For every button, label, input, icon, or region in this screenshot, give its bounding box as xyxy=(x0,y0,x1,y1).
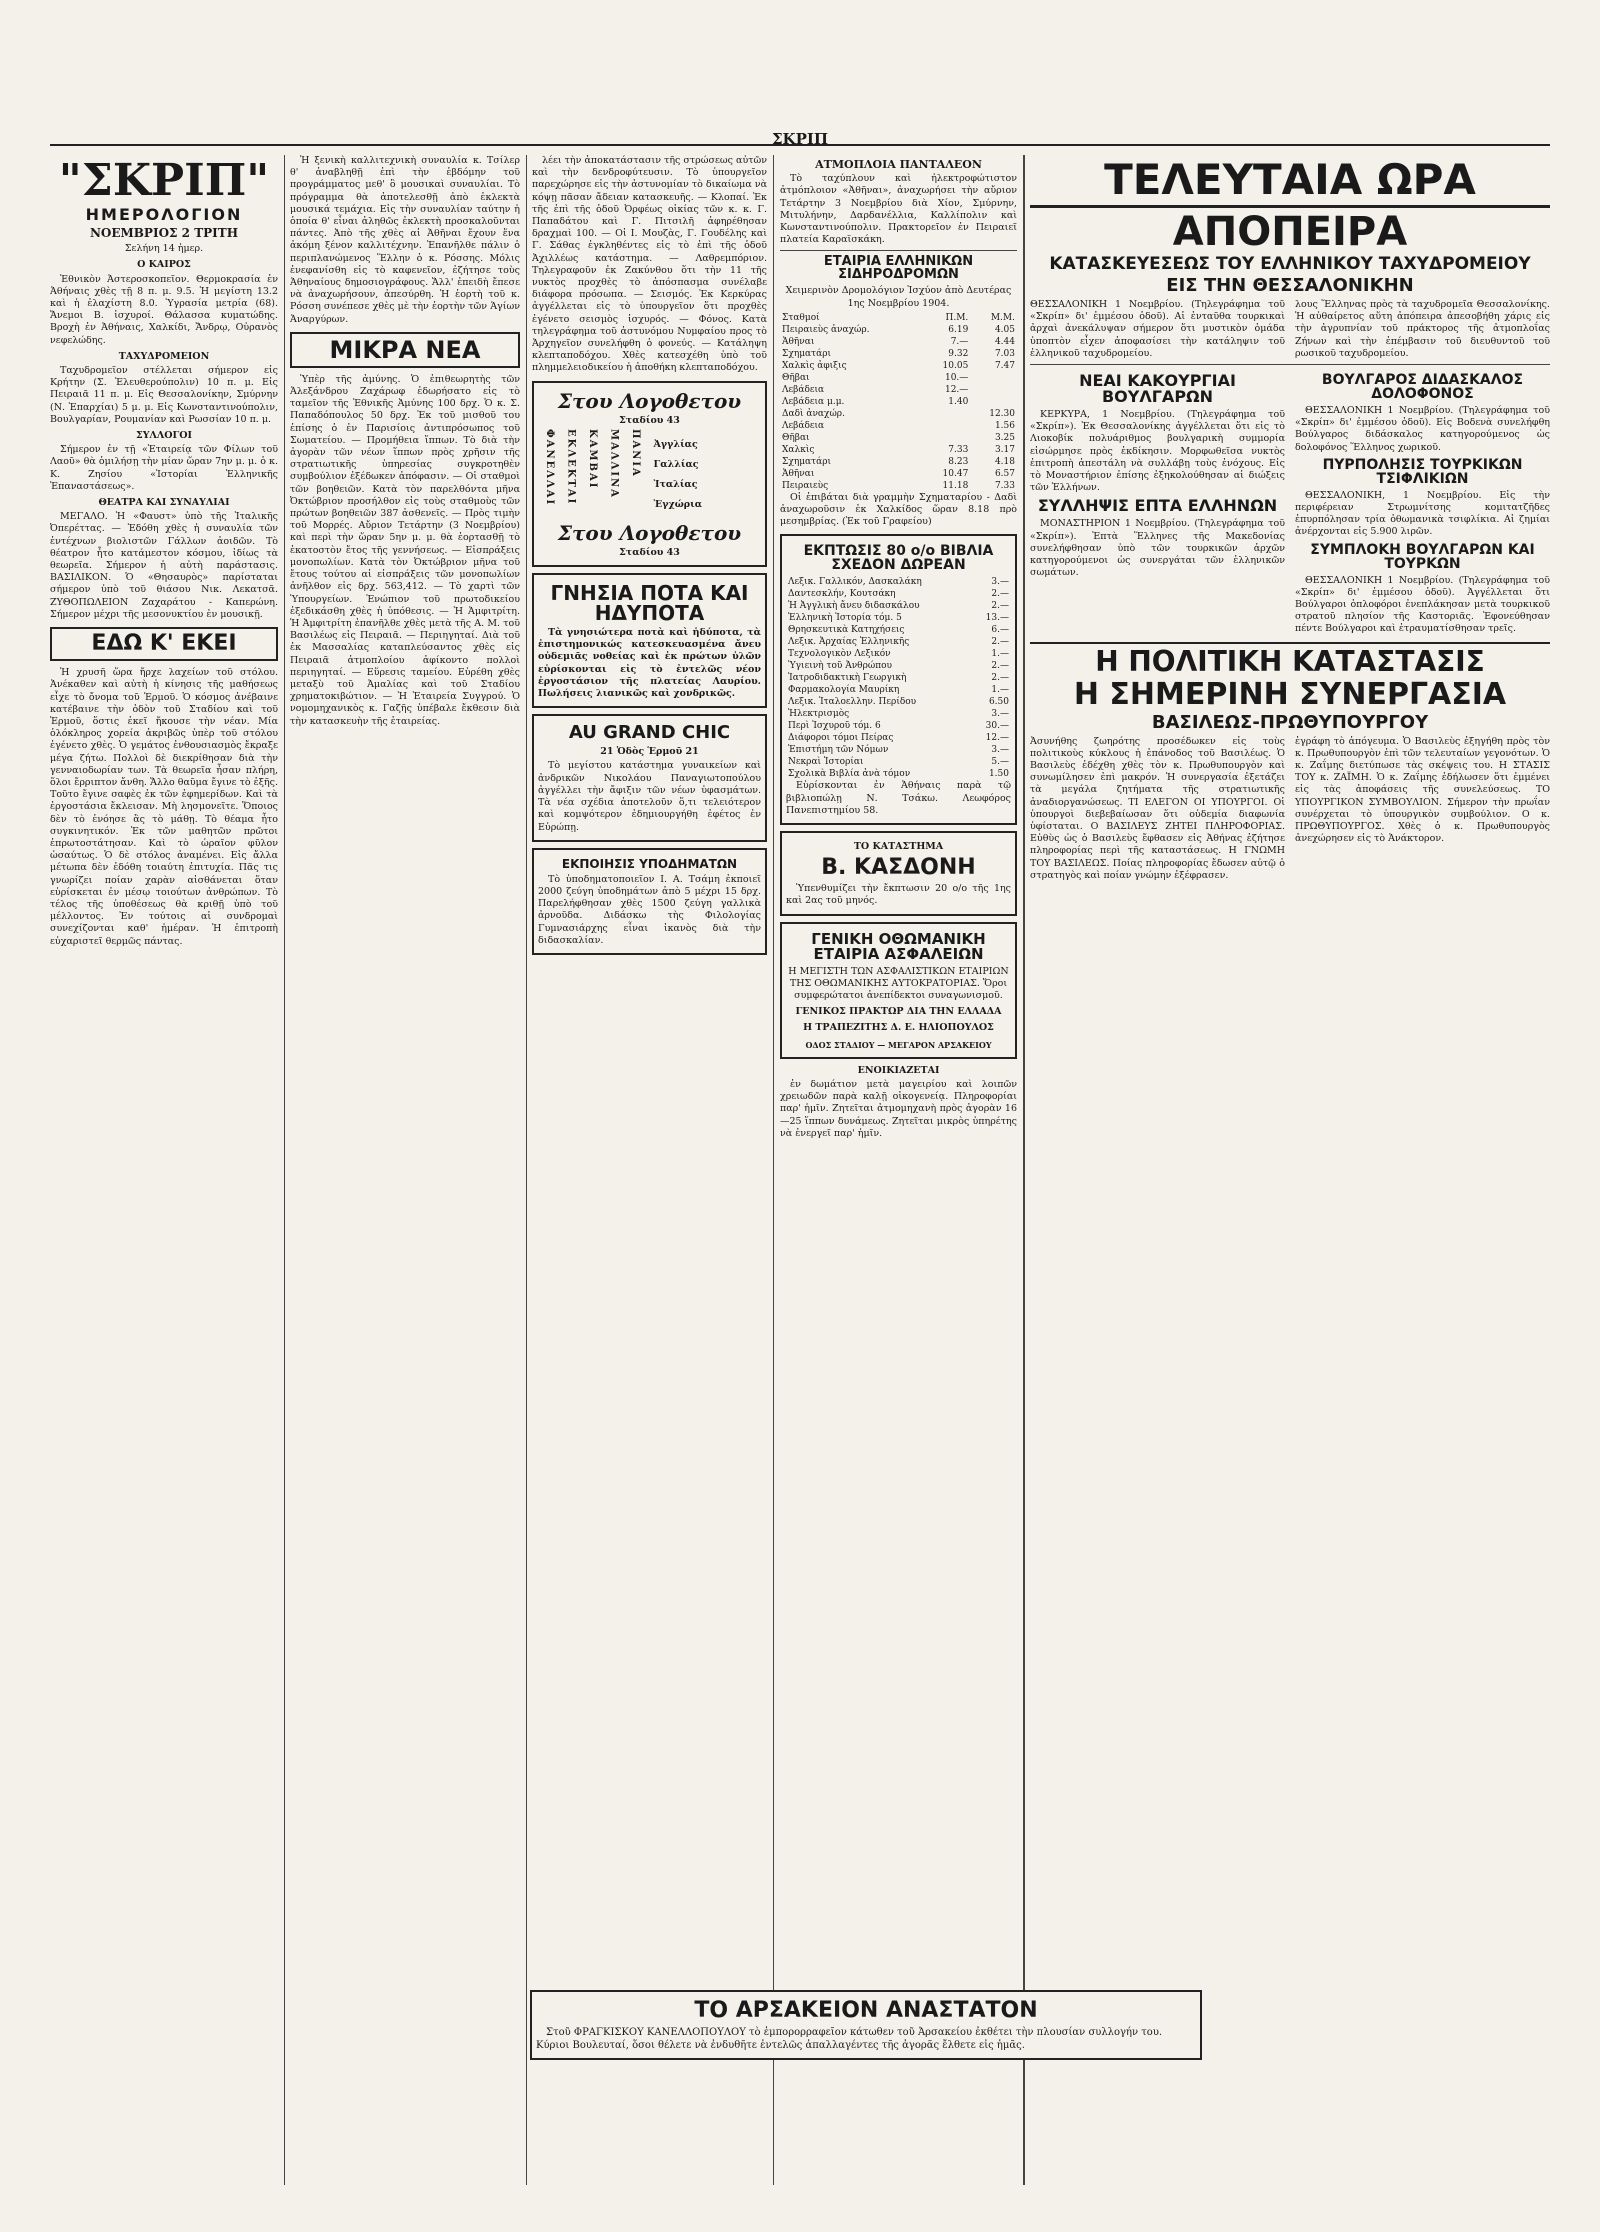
insurance-ad xyxy=(780,922,1017,1059)
rail-cell: Λεβάδεια μ.μ. xyxy=(782,396,845,407)
rail-cell: 1.56 xyxy=(994,420,1015,431)
ad-origin: Γαλλίας xyxy=(653,458,699,470)
book-row xyxy=(786,732,1011,744)
rail-timetable xyxy=(780,312,1017,492)
rail-row xyxy=(780,384,1017,396)
rail-cell: 12.30 xyxy=(989,408,1015,419)
rail-cell: Θῆβαι xyxy=(782,432,810,443)
ekpoiisis-ad xyxy=(532,848,767,955)
book-cell: Φαρμακολογία Μαυρίκη xyxy=(788,685,900,696)
mikra-nea-text: Ὑπὲρ τῆς ἀμύνης. Ὁ ἐπιθεωρητὴς τῶν Ἀλεξάνδρου Ζαχάρωφ ἐδωρήσατο εἰς τὸ ταμεῖον τῆς Ἐθνικῆς Ἀμύνης 100 δρχ. Ὁ κ. Σ. Παπαδόπουλος 50 δρχ. Ἐκ τοῦ μισθοῦ του ἐπίσης ὁ ἐν Παρισίοις ἀντιπρόσωπος τοῦ Σωματείου. — Προμήθεια ἵππων. Τὸ διὰ τὴν ἀγορὰν τῶν νέων ἵππων πρὸς χρῆσιν τῆς στρατιωτικῆς ὑπηρεσίας συγκροτηθὲν συμβούλιον ἐξέδωκεν ἀπόφασιν. — Οἱ σταθμοὶ τῶν βοηθειῶν. Κατὰ τὸν παρελθόντα μῆνα Ὀκτώβριον προσήλθον εἰς τοὺς σταθμοὺς τῶν πρώτων βοηθειῶν 387 ἀσθενεῖς. — Πρὸς τιμὴν τοῦ Μορρές. Αὔριον Τετάρτην (3 Νοεμβρίου) καὶ περὶ τὴν ὥραν 5ην μ. μ. θὰ ἐορτασθῇ τὸ ἑκατοστὸν ἔτος τῆς γεννήσεως. — Εἰσπράξεις μονοπωλίων. Κατὰ τὸν Ὀκτώβριον μῆνα τοῦ ἔτους τούτου αἱ εἰσπράξεις τῶν μονοπωλίων ἀνῆλθον εἰς δρχ. 563,412. — Τὸ χαρτὶ τῶν Ὑπουργείων. Ἐνώπιον τοῦ πρωτοδικείου ἐξεδικάσθη χθὲς ἡ ὑπόθεσις. — Ἡ Ἀμφιτρίτη. Ἡ Ἀμφιτρίτη ἐπανῆλθε χθὲς μετὰ τῆς Α. Μ. τοῦ Βασιλέως εἰς Πειραιᾶ. — Περιηγηταί. Διὰ τοῦ ἐκ Μασσαλίας καταπλεύσαντος χθὲς εἰς Πειραιᾶ ἀτμοπλοίου ἀφίκοντο πολλοὶ περιηγηταί. — Εὕρεσις ταμείου. Εὑρέθη χθὲς μεταξὺ τοῦ Ἀμαλίας καὶ τοῦ Σταδίου χρηματοκιβώτιον. — Ἡ Ἑταιρεία Συγγρού. Ὁ νομομηχανικὸς κ. Γαζῆς ὑπέβαλε ἔκθεσιν διὰ τὴν κατασκευὴν τῆς ἑταιρείας. xyxy=(290,373,520,727)
book-cell: Ἠλεκτρισμὸς xyxy=(788,709,850,720)
rail-cell: 3.17 xyxy=(994,444,1015,455)
apopeira-heading: ΑΠΟΠΕΙΡΑ xyxy=(1172,209,1408,255)
rail-note: Οἱ ἐπιβάται διὰ γραμμὴν Σχηματαρίου - Δαδὶ ἀναχωροῦσιν ἐκ Χαλκίδος ὥραν 8.18 πρὸ μεσημβρίας. (Ἐκ τοῦ Γραφείου) xyxy=(780,491,1017,528)
book-cell: Διάφοροι τόμοι Πείρας xyxy=(788,733,894,744)
arsakeion-heading: ΤΟ ΑΡΣΑΚΕΙΟΝ ΑΝΑΣΤΑΤΟΝ xyxy=(694,1998,1038,2023)
book-cell: 1.— xyxy=(991,685,1009,696)
kasdoni-heading: ΤΟ ΚΑΤΑΣΤΗΜΑ xyxy=(853,841,944,853)
symploki-text: ΘΕΣΣΑΛΟΝΙΚΗ 1 Νοεμβρίου. (Τηλεγράφημα τοῦ «Σκρίπ» δι' ἐμμέσου ὁδοῦ). Ἀγγέλλεται ὅτι Βούλγαροι ὁπλοφόροι ἐνεπλάκησαν μετὰ τουρκικοῦ στρατοῦ πλησίον τῆς Καστοριᾶς. Ἐφονεύθησαν πέντε Βούλγαροι καὶ ἐτραυματίσθησαν τρεῖς. xyxy=(1295,574,1550,635)
calendar-subtitle: ΗΜΕΡΟΛΟΓΙΟΝ xyxy=(85,205,243,224)
book-cell: Ἐπιστήμη τῶν Νόμων xyxy=(788,745,889,756)
book-cell: Ἑλληνικὴ Ἱστορία τόμ. 5 xyxy=(788,613,902,624)
column-rule xyxy=(773,155,774,2185)
book-cell: Περὶ Ἰσχυροῦ τόμ. 6 xyxy=(788,721,881,732)
rail-subheading: Χειμερινὸν Δρομολόγιον Ἰσχύον ἀπὸ Δευτέρας 1ης Νοεμβρίου 1904. xyxy=(785,285,1012,309)
newspaper-page xyxy=(50,130,1550,2200)
rail-row xyxy=(780,444,1017,456)
book-cell: 2.— xyxy=(991,589,1009,600)
apopeira-subheading: ΚΑΤΑΣΚΕΥΕΣΕΩΣ ΤΟΥ ΕΛΛΗΝΙΚΟΥ ΤΑΧΥΔΡΟΜΕΙΟΥ xyxy=(1049,254,1531,274)
calendar-date: ΝΟΕΜΒΡΙΟΣ 2 ΤΡΙΤΗ xyxy=(89,226,239,240)
book-cell: Ὑγιεινὴ τοῦ Ἀνθρώπου xyxy=(788,661,893,672)
rail-row xyxy=(780,432,1017,444)
kasdoni-ad xyxy=(780,831,1017,916)
insurance-heading: ΓΕΝΙΚΗ ΟΘΩΜΑΝΙΚΗ ΕΤΑΙΡΙΑ ΑΣΦΑΛΕΙΩΝ xyxy=(811,929,986,963)
book-cell: 6.50 xyxy=(988,697,1009,708)
rail-row xyxy=(780,468,1017,480)
ad-vertical-word: ΦΑΝΕΛΛΑΙ xyxy=(543,428,555,507)
politics-subheading: Η ΣΗΜΕΡΙΝΗ ΣΥΝΕΡΓΑΣΙΑ xyxy=(1073,676,1507,712)
rail-cell: Σχηματάρι xyxy=(782,456,832,467)
book-cell: Λεξικ. Ἰταλοελλην. Περίδου xyxy=(788,697,917,708)
rail-row xyxy=(780,336,1017,348)
rail-cell: 7.— xyxy=(950,336,969,347)
rail-cell: Θῆβαι xyxy=(782,372,810,383)
insurance-text: Η ΜΕΓΙΣΤΗ ΤΩΝ ΑΣΦΑΛΙΣΤΙΚΩΝ ΕΤΑΙΡΙΩΝ ΤΗΣ ΟΘΩΜΑΝΙΚΗΣ ΑΥΤΟΚΡΑΤΟΡΙΑΣ. Ὅροι συμφερώτατοι ἀνεπίδεκτοι συναγωνισμοῦ. xyxy=(788,965,1009,1002)
logothetou-name-repeat: Στου Λογοθετου xyxy=(557,520,742,545)
logothetou-address: Σταδίου 43 xyxy=(619,414,680,426)
moon-phase: Σελήνη 14 ἡμερ. xyxy=(124,243,204,255)
rent-heading: ΕΝΟΙΚΙΑΖΕΤΑΙ xyxy=(857,1064,940,1076)
column-rule xyxy=(526,155,527,2185)
atmoploia-heading: ΑΤΜΟΠΛΟΙΑ ΠΑΝΤΑΛΕΟΝ xyxy=(815,158,982,171)
rail-cell: 7.03 xyxy=(994,348,1015,359)
gnisia-heading: ΓΝΗΣΙΑ ΠΟΤΑ ΚΑΙ ΗΔΥΠΟΤΑ xyxy=(550,581,749,626)
symploki-heading: ΣΥΜΠΛΟΚΗ ΒΟΥΛΓΑΡΩΝ ΚΑΙ ΤΟΥΡΚΩΝ xyxy=(1310,541,1535,572)
apopeira-text-left: ΘΕΣΣΑΛΟΝΙΚΗ 1 Νοεμβρίου. (Τηλεγράφημα τοῦ «Σκρίπ» δι' ἐμμέσου ὁδοῦ). Αἱ ἐνταῦθα τουρκικαὶ ἀρχαὶ ἀνεκάλυψαν σήμερον ὅτι μυστικὸν ὁμάδα ὑποπτὸν εἶχεν ἀποφασίσει τὴν κατάληψιν τοῦ ἐλληνικοῦ ταχυδρομείου. xyxy=(1030,299,1285,359)
arsakeion-text: Στοῦ ΦΡΑΓΚΙΣΚΟΥ ΚΑΝΕΛΛΟΠΟΥΛΟΥ τὸ ἐμπορορραφεῖον κάτωθεν τοῦ Ἀρσακείου ἐκθέτει τὴν πλουσίαν συλλογήν του. Κύριοι Βουλευταί, ὅσοι θέλετε νὰ ἐνδυθῆτε ἐντελῶς ἀπαλλαγέντες τῆς ἀγορᾶς ἔλθετε εἰς ἡμᾶς. xyxy=(536,2027,1163,2051)
ekpoiisis-heading: ΕΚΠΟΙΗΣΙΣ ΥΠΟΔΗΜΑΤΩΝ xyxy=(561,856,738,871)
rail-cell: 4.05 xyxy=(994,324,1015,335)
rail-row xyxy=(780,420,1017,432)
book-row xyxy=(786,624,1011,636)
rail-cell: 1.40 xyxy=(948,396,969,407)
politics-text-right: ἐγράφη τὸ ἀπόγευμα. Ὁ Βασιλεὺς ἐξηγήθη πρὸς τὸν κ. Πρωθυπουργὸν ἐπὶ τῶν τελευταίων γεγονότων. Ὁ κ. Ζαΐμης διετύπωσε τὰς σκέψεις του. Η ΣΤΑΣΙΣ ΤΟΥ κ. ΖΑΪΜΗ. Ὁ κ. Ζαΐμης ἐδήλωσεν ὅτι ἐμμένει εἰς τὰς ἀποφάσεις τῆς συνελεύσεως. ΤΟ ΥΠΟΥΡΓΙΚΟΝ ΣΥΜΒΟΥΛΙΟΝ. Σήμερον τὴν πρωΐαν συνέρχεται τὸ ὑπουργικὸν συμβούλιον. Ο κ. ΠΡΩΘΥΠΟΥΡΓΟΣ. Χθὲς ὁ κ. Πρωθυπουργὸς ἀνεχώρησεν εἰς τὸ Ἀνάκτορον. xyxy=(1295,735,1550,845)
rail-cell: 8.23 xyxy=(948,456,969,467)
books-note: Εὑρίσκονται ἐν Ἀθήναις παρὰ τῷ βιβλιοπώλῃ Ν. Τσάκω. Λεωφόρος Πανεπιστημίου 58. xyxy=(786,780,1011,816)
rail-cell: 9.32 xyxy=(948,348,969,359)
book-cell: Λεξικ. Ἀρχαίας Ἑλληνικῆς xyxy=(788,637,910,648)
book-row xyxy=(786,756,1011,768)
grand-chic-text: Τὸ μεγίστου κατάστημα γυναικείων καὶ ἀνδρικῶν Νικολάου Παναγιωτοπούλου ἀγγέλλει τὴν ἄφιξιν τῶν νέων ὑφασμάτων. Τὰ νέα σχέδια ἀποτελοῦν ὅ,τι τελειότερον καὶ κομψότερον ἐδημιουργήθη ἐφέτος ἐν Εὐρώπῃ. xyxy=(538,760,761,833)
book-row xyxy=(786,636,1011,648)
ekpoiisis-text: Τὸ ὑποδηματοποιεῖον Ι. Α. Τσάμη ἐκποιεῖ 2000 ζεύγη ὑποδημάτων ἀπὸ 5 μέχρι 15 δρχ. Παρελήφθησαν χθὲς 1500 ζεύγη γαλλικὰ ἀρνοῦδα. Διδάσκω τὴς Φιλολογίας Γυμνασιάρχης εἶναι ἱκανὸς διὰ τὴν διδασκαλίαν. xyxy=(538,873,761,946)
pyrpolisis-text: ΘΕΣΣΑΛΟΝΙΚΗ, 1 Νοεμβρίου. Εἰς τὴν περιφέρειαν Στρωμνίτσης κομιτατζῆδες ἐπυρπόλησαν τρία ὀθωμανικὰ τσιφλίκια. Αἱ ζημίαι ἀνέρχονται εἰς 5.900 λιρῶν. xyxy=(1295,489,1550,538)
politics-text-left: Ἀσυνήθης ζωηρότης προσέδωκεν εἰς τοὺς πολιτικοὺς κύκλους ἡ ἐπάνοδος τοῦ Βασιλέως. Ὁ Βασιλεὺς ἐδέχθη χθὲς τὸν κ. Πρωθυπουργὸν καὶ συνωμίλησεν ἐπὶ μακρόν. Ἡ συνεργασία ἐξετάζει τὰ μεγάλα ζητήματα τῆς στρατιωτικῆς ἀναδιοργανώσεως. ΤΙ ΕΛΕΓΟΝ ΟΙ ΥΠΟΥΡΓΟΙ. Οἱ ὑπουργοὶ διεβεβαίωσαν ὅτι οὐδεμία διαφωνία ὑφίσταται. Ο ΒΑΣΙΛΕΥΣ ΖΗΤΕΙ ΠΛΗΡΟΦΟΡΙΑΣ. Εὐθὺς ὡς ὁ Βασιλεὺς ἔφθασεν εἰς Ἀθήνας ἐζήτησε πληροφορίας περὶ τῆς καταστάσεως. Η ΓΝΩΜΗ ΤΟΥ ΒΑΣΙΛΕΩΣ. Ποίας πληροφορίας ἔδωσεν αὐτῷ ὁ στρατηγὸς καὶ ποίαν γνώμην ἐξέφρασεν. xyxy=(1030,735,1285,881)
book-cell: Νεκραὶ Ἱστορίαι xyxy=(788,757,864,768)
rent-text: ἐν δωμάτιον μετὰ μαγειρίου καὶ λοιπῶν χρειωδῶν παρὰ καλῇ οἰκογενείᾳ. Πληροφορίαι παρ' ἡμῖν. Ζητεῖται ἀτμομηχανὴ πρὸς ἀγορὰν 16—25 ἵππων δυνάμεως. Ζητεῖται μικρὸς ὑπηρέτης νὰ ἐνεργεῖ παρ' ἡμῖν. xyxy=(780,1079,1017,1139)
rail-cell: 10.05 xyxy=(942,360,969,371)
theatre-heading: ΘΕΑΤΡΑ ΚΑΙ ΣΥΝΑΥΛΙΑΙ xyxy=(98,497,230,509)
weather-text: Ἐθνικὸν Ἀστεροσκοπεῖον. Θερμοκρασία ἐν Ἀθήναις χθὲς τῇ 8 π. μ. 9.5. Ἡ μεγίστη 13.2 καὶ ἡ ἐλαχίστη 8.0. Ὑγρασία μετρία (68). Ἄνεμοι Β. ἰσχυροί. Θάλασσα κυματώδης. Βροχὴ ἐν Ἀθήναις, Χαλκίδι, Ἄνδρῳ, Οὐρανὸς νεφελώδης. xyxy=(50,273,278,346)
rail-cell: Ἀθῆναι xyxy=(782,336,815,347)
edo-kekei-heading: ΕΔΩ Κ' ΕΚΕΙ xyxy=(50,627,278,661)
book-cell: 3.— xyxy=(991,709,1009,720)
kasdoni-name: Β. ΚΑΣΔΟΝΗ xyxy=(821,855,976,881)
rail-cell xyxy=(924,432,971,444)
column-2 xyxy=(290,155,520,2190)
column-rule xyxy=(1023,155,1025,2185)
ad-origin: Ἰταλίας xyxy=(653,478,698,490)
neoi-heading: ΝΕΑΙ ΚΑΚΟΥΡΓΙΑΙ ΒΟΥΛΓΑΡΩΝ xyxy=(1079,371,1236,407)
rail-heading: ΕΤΑΙΡΙΑ ΕΛΛΗΝΙΚΩΝ ΣΙΔΗΡΟΔΡΟΜΩΝ xyxy=(823,254,974,283)
rail-row xyxy=(780,456,1017,468)
book-row xyxy=(786,672,1011,684)
rail-cell: 4.44 xyxy=(994,336,1015,347)
book-row xyxy=(786,720,1011,732)
post-heading: ΤΑΧΥΔΡΟΜΕΙΟΝ xyxy=(118,350,210,362)
apopeira-location: ΕΙΣ ΤΗΝ ΘΕΣΣΑΛΟΝΙΚΗΝ xyxy=(1166,275,1414,296)
atmoploia-text: Τὸ ταχύπλουν καὶ ἠλεκτροφώτιστον ἀτμόπλοιον «Ἀθῆναι», ἀναχωρήσει τὴν αὔριον Τετάρτην 3 Νοεμβρίου διὰ Χίον, Σμύρνην, Μιτυλήνην, Δαρδανέλλια, Καλλίπολιν καὶ Κωνσταντινούπολιν. Πρακτορεῖον ἐν Πειραιεῖ πλατεία Καραϊσκάκη. xyxy=(780,173,1017,246)
book-row xyxy=(786,768,1011,780)
ad-origin: Ἐγχώρια xyxy=(653,498,703,510)
grand-chic-ad xyxy=(532,714,767,841)
logothetou-ad xyxy=(532,381,767,567)
rail-cell: Χαλκὶς xyxy=(782,444,815,455)
book-cell: Τεχνολογικὸν Λεξικόν xyxy=(788,649,891,660)
syllipsis-heading: ΣΥΛΛΗΨΙΣ ΕΠΤΑ ΕΛΛΗΝΩΝ xyxy=(1037,496,1278,516)
rail-cell xyxy=(924,420,971,432)
ad-vertical-word: ΕΚΛΕΚΤΑΙ xyxy=(565,428,577,506)
news-text: λέει τὴν ἀποκατάστασιν τῆς στρώσεως αὐτῶν καὶ τὴν δενδροφύτευσιν. Τὸ ὑπουργεῖον παρεχώρησε εἰς τὴν ἀστυνομίαν τὸ δικαίωμα νὰ κόψῃ πᾶσαν ἄδειαν κατασκευῆς. — Κλοπαί. Ἐκ τῆς ἐπὶ τῆς ὁδοῦ Ὀρφέως οἰκίας τῶν κ. κ. Γ. Παπαδάτου καὶ Γ. Πιτσιλῆ ἀφηρέθησαν δραχμαὶ 100. — Οἱ Ι. Μουζὰς, Γ. Γουδέλης καὶ Γ. Σάθας ἐγκληθέντες εἰς τὸ ἐπὶ τῆς ὁδοῦ Ἀχιλλέως κατάστημα. — Λαθρεμπόριον. Τηλεγραφοῦν ἐκ Ζακύνθου ὅτι τὴν 11 τῆς νυκτὸς προχθὲς τὸ ἀπόσπασμα συνέλαβε διάφορα πρόσωπα. — Σεισμός. Ἐκ Κερκύρας ἀγγέλλεται εἰς τὸ ὑπουργεῖον ὅτι προχθὲς ἐγένετο σεισμὸς ἰσχυρός. — Φόνος. Κατὰ τηλεγράφημα τοῦ ἀστυνόμου Νυμφαίου προς τὸ Ἀρχηγεῖον συνελήφθη ὁ φονεύς. — Κατάληψη κλεπταποδόχου. Χθὲς κατεσχέθη ὑπὸ τοῦ πλημμελειοδικείου ἡ ἀποθήκη κλεπταποδόχου. xyxy=(532,155,767,374)
politics-subheading-2: ΒΑΣΙΛΕΩΣ-ΠΡΩΘΥΠΟΥΡΓΟΥ xyxy=(1151,711,1429,733)
arsakeion-ad xyxy=(530,1990,1202,2060)
rail-cell: Σχηματάρι xyxy=(782,348,832,359)
rail-cell: 4.18 xyxy=(994,456,1015,467)
book-row xyxy=(786,648,1011,660)
column-3 xyxy=(532,155,767,2190)
book-row xyxy=(786,684,1011,696)
book-row xyxy=(786,612,1011,624)
book-row xyxy=(786,744,1011,756)
rail-cell xyxy=(970,384,1017,396)
rail-cell: 10.— xyxy=(944,372,969,383)
insurance-address: ΟΔΟΣ ΣΤΑΔΙΟΥ — ΜΕΓΑΡΟΝ ΑΡΣΑΚΕΙΟΥ xyxy=(805,1039,992,1050)
book-row xyxy=(786,696,1011,708)
insurance-bank: Η ΤΡΑΠΕΖΙΤΗΣ Δ. Ε. ΗΛΙΟΠΟΥΛΟΣ xyxy=(803,1022,994,1034)
voulgaros-heading: ΒΟΥΛΓΑΡΟΣ ΔΙΔΑΣΚΑΛΟΣ ΔΟΛΟΦΟΝΟΣ xyxy=(1321,372,1524,403)
column-1 xyxy=(50,155,278,2190)
ad-vertical-word: ΠΑΝΙΑ xyxy=(629,428,641,478)
logothetou-name: Στου Λογοθετου xyxy=(557,388,742,413)
rail-row xyxy=(780,360,1017,372)
book-row xyxy=(786,660,1011,672)
book-row xyxy=(786,600,1011,612)
rail-cell: Ἀθῆναι xyxy=(782,468,815,479)
insurance-agent: ΓΕΝΙΚΟΣ ΠΡΑΚΤΩΡ ΔΙΑ ΤΗΝ ΕΛΛΑΔΑ xyxy=(795,1006,1002,1018)
column-4 xyxy=(780,155,1017,2190)
neoi-text: ΚΕΡΚΥΡΑ, 1 Νοεμβρίου. (Τηλεγράφημα τοῦ «Σκρίπ»). Ἐκ Θεσσαλονίκης ἀγγέλλεται ὅτι εἰς τὸ Λιοκοβίκ πολυάριθμος βουλγαρικὴ συμμορία εἰσώρμησε πρὸς ἐκδίκησιν. Μορφωθεῖσα νυκτὸς ἐπιτροπὴ ἀπεστάλη νὰ συλλάβῃ τοὺς ἐνόχους. Εἰς τὸ Μοναστήριον ἐπίσης ἐξηκολούθησαν αἱ διώξεις τῶν Ἑλλήνων. xyxy=(1030,409,1285,494)
books-ad xyxy=(780,534,1017,825)
calendar-title: "ΣΚΡΙΠ" xyxy=(58,155,270,206)
masthead: ΣΚΡΙΠ xyxy=(50,130,1550,146)
book-cell: 13.— xyxy=(985,613,1009,624)
book-cell: Ἡ Ἀγγλικὴ ἄνευ διδασκάλου xyxy=(788,601,920,612)
books-list xyxy=(786,576,1011,780)
book-cell: 1.— xyxy=(991,649,1009,660)
ad-origin: Ἀγγλίας xyxy=(653,438,698,450)
book-cell: 2.— xyxy=(991,601,1009,612)
rail-cell: 7.33 xyxy=(994,480,1015,491)
book-row xyxy=(786,708,1011,720)
gnisia-text: Τὰ γνησιώτερα ποτὰ καὶ ἡδύποτα, τὰ ἐπιστημονικώς κατεσκευασμένα ἄνευ οὐδεμιᾶς νοθείας καὶ ἐκ πρώτων ὑλῶν εὑρίσκονται εἰς τὸ ἐντελῶς νέον ἐργοστάσιον τῆς πλατείας Λαυρίου. Πωλήσεις λιανικῶς καὶ χονδρικῶς. xyxy=(538,627,761,700)
rail-row xyxy=(780,348,1017,360)
voulgaros-text: ΘΕΣΣΑΛΟΝΙΚΗ 1 Νοεμβρίου. (Τηλεγράφημα τοῦ «Σκρίπ» δι' ἐμμέσου ὁδοῦ). Εἰς Βοδενὰ συνελήφθη Βούλγαρος διδάσκαλος κατηγορούμενος ὡς δολοφόνος Ἕλληνος χωρικοῦ. xyxy=(1295,405,1550,453)
rail-cell: 7.33 xyxy=(948,444,969,455)
book-cell: 3.— xyxy=(991,577,1009,588)
rail-col-header: Σταθμοί xyxy=(782,312,820,323)
logothetou-address-repeat: Σταδίου 43 xyxy=(619,546,680,558)
rail-col-header: Π.Μ. xyxy=(945,312,969,323)
rail-cell: 12.— xyxy=(944,384,969,395)
rail-cell: Δαδὶ ἀναχώρ. xyxy=(782,408,845,419)
book-cell: 12.— xyxy=(985,733,1009,744)
rail-row xyxy=(780,396,1017,408)
rail-cell: 3.25 xyxy=(994,432,1015,443)
rail-cell: 7.47 xyxy=(994,360,1015,371)
ad-vertical-word: ΚΑΜΒΑΙ xyxy=(586,428,598,490)
book-cell: 3.— xyxy=(991,745,1009,756)
rail-col-header: Μ.Μ. xyxy=(990,312,1015,323)
rail-cell: 6.19 xyxy=(948,324,969,335)
weather-heading: Ο ΚΑΙΡΟΣ xyxy=(137,259,191,271)
book-cell: 2.— xyxy=(991,661,1009,672)
column-5 xyxy=(1030,155,1550,2190)
book-cell: Σχολικὰ Βιβλία ἀνὰ τόμον xyxy=(788,769,911,780)
rail-row xyxy=(780,372,1017,384)
book-cell: 6.— xyxy=(991,625,1009,636)
book-cell: 5.— xyxy=(991,757,1009,768)
theatre-text: ΜΕΓΑΛΟ. Ἡ «Φαυστ» ὑπὸ τῆς Ἰταλικῆς Ὀπερέττας. — Ἐδόθη χθὲς ἡ συναυλία τῶν ἐντέχνων βιολιστῶν Γάλλων ἀοιδῶν. Τὸ θέατρον ἦτο κατάμεστον κόσμου, ἰδίως τὰ θεωρεῖα. Σήμερον ἡ αὐτὴ παράστασις. ΒΑΣΙΛΙΚΟΝ. Ὁ «Θησαυρὸς» παρίσταται σήμερον ὑπὸ τοῦ θιάσου Νικ. Λεκατσᾶ. ΖΥΘΟΠΩΛΕΙΟΝ Ζαχαράτου - Καπερώνη. Σήμερον μέχρι τῆς μεσονυκτίου ἐν μουσικῇ. xyxy=(50,511,278,620)
meetings-text: Σήμερον ἐν τῇ «Ἑταιρείᾳ τῶν Φίλων τοῦ Λαοῦ» θὰ ὁμιλήσῃ τὴν μίαν ὥραν 7ην μ. μ. ὁ κ. Κ. Ζησίου «Ἱστορίαι Ἑλληνικῆς Ἐπαναστάσεως». xyxy=(50,444,278,492)
book-cell: 2.— xyxy=(991,673,1009,684)
rail-row xyxy=(780,408,1017,420)
book-cell: 2.— xyxy=(991,637,1009,648)
rail-cell: Πειραιεὺς xyxy=(782,480,829,491)
rail-cell: 6.57 xyxy=(994,468,1015,479)
rail-cell: 11.18 xyxy=(942,480,969,491)
gnisia-ad xyxy=(532,573,767,708)
rail-cell: Λεβάδεια xyxy=(782,420,825,431)
book-cell: 1.50 xyxy=(988,769,1009,780)
grand-chic-address: 21 Ὁδὸς Ἑρμοῦ 21 xyxy=(600,746,699,758)
edo-kekei-text: Ἡ χρυσῆ ὥρα ἤρχε λαχείων τοῦ στόλου. Ἀνέκαθεν καὶ αὐτὴ ἡ κίνησις τῆς μαθήσεως εἶχε τὸ ὄνομα τοῦ Ἑρμοῦ. Ὁ κόσμος ἀνέβαινε κατέβαινε τὴν ὁδὸν τοῦ Σταδίου καὶ τοῦ Ἑρμοῦ, ὅστις ἐκεῖ ἤκουσε τὴν νέαν. Μία ὁλόκληρος χορεία ἀκριβῶς ὑπὲρ τοῦ στόλου ἐγένετο χθὲς. Ὁ γεμάτος ἐνθουσιασμὸς ἔκραξε μέγα ζήτω. Πολλοὶ δὲ διεκρίθησαν διὰ τὴν γενναιοδωρίαν των. Τὰ θεωρεῖα ἦσαν πλήρη, ὅλοι ἔρριπτον ἄνθη. Ἄλλο θαῦμα ἔγινε τὸ ἑξῆς. Τοῦτο ἔγινε σαφὲς ἐκ τῶν ἐφημερίδων. Καὶ τὰ ἐργοστάσια ἔκλεισαν. Μὴ λησμονεῖτε. Ὅποιος δὲν τὸ ἐνόησε ἂς τὸ μάθῃ. Τὸ θέαμα ἦτο συγκινητικόν. Ἐκ τῶν μαθητῶν πρῶτοι ἐπρωτοστάτησαν. Καὶ τὸ ὡραῖον φῦλον ὡσαύτως. Ὁ δὲ στόλος ἀναμένει. Εἰς ἄλλα μέτωπα δὲν ἐδόθη τοιαύτη ἐπιτυχία. Πᾶς τις γνωρίζει ποίαν χαρὰν αἰσθάνεται ὅταν εὑρίσκεται ἐν μέσῳ τοιούτων ἀνθρώπων. Τὸ τέλος τῆς ὑποθέσεως θὰ κριθῇ ὑπὸ τοῦ μέλλοντος. Ἐν τούτοις αἱ συνδρομαὶ συνεχίζονται καθ' ἡμέραν. Ἡ ἐπιτροπὴ εὐχαριστεῖ θερμῶς πάντας. xyxy=(50,667,278,947)
rail-cell xyxy=(970,372,1017,384)
books-heading: ΕΚΠΤΩΣΙΣ 80 ο/ο ΒΙΒΛΙΑ ΣΧΕΔΟΝ ΔΩΡΕΑΝ xyxy=(803,543,994,574)
concert-text: Ἡ ξενικὴ καλλιτεχνικὴ συναυλία κ. Τσίλερ θ' ἀναβληθῇ ἐπὶ τὴν ἑβδόμην τοῦ προγράμματος μεθ' ὃ μουσικαὶ συναυλίαι. Τὸ πρόγραμμα θὰ ἀποτελεσθῇ ἀπὸ ἐκλεκτὰ μουσικά τεμάχια. Εἰς τὴν συναυλίαν ταύτην ἡ ὁποία θ' εἶναι ἀληθῶς ἐκλεκτὴ προσκαλοῦνται πάντες. Ἀπὸ τῆς χθὲς αἱ Ἀθῆναι ἔχουν ἕνα ἀκόμη ξένον καλλιτέχνην. Ἐπανῆλθε πάλιν ὁ περιπλανώμενος Ἕλλην ὁ κ. Ρόσσης. Μόλις ἐνεφανίσθη εἰς τὸ καφενεῖον, ἐζήτησε τοὺς Ἀθηναίους δημοσιογράφους. Ἄλλ' ἐπειδὴ ἔπεσε νὰ ἀναχωρήσουν, ἀπεσύρθη. Ἡ ἑορτὴ τοῦ κ. Ρόσση συνέπεσε χθὲς μὲ τὴν ἑορτὴν τῶν Ἁγίων Ἀναργύρων. xyxy=(290,155,520,325)
ad-vertical-word: ΜΑΛΛΙΝΑ xyxy=(608,428,620,499)
grand-chic-heading: AU GRAND CHIC xyxy=(568,722,731,744)
rail-cell: Χαλκὶς ἀφιξις xyxy=(782,360,847,371)
rail-cell: 10.47 xyxy=(942,468,969,479)
rail-cell: Πειραιεὺς ἀναχώρ. xyxy=(782,324,870,335)
rail-cell xyxy=(970,396,1017,408)
politics-heading: Η ΠΟΛΙΤΙΚΗ ΚΑΤΑΣΤΑΣΙΣ xyxy=(1095,644,1485,678)
kasdoni-text: Ὑπενθυμίζει τὴν ἔκπτωσιν 20 ο/ο τῆς 1ης καὶ 2ας τοῦ μηνός. xyxy=(786,883,1011,907)
post-text: Ταχυδρομεῖον στέλλεται σήμερον εἰς Κρήτην (Σ. Ἐλευθερούπολιν) 10 π. μ. Εἰς Πειραιᾶ 11 π. μ. Εἰς Θεσσαλονίκην, Σμύρνην (Ν. Ἐπαρχίαι) 5 μ. μ. Εἰς Κωνσταντινούπολιν, Βουλγαρίαν, Ρουμανίαν καὶ Ρωσσίαν 10 π. μ. xyxy=(50,365,278,425)
book-cell: 30.— xyxy=(985,721,1009,732)
apopeira-text-right: λους Ἕλληνας πρὸς τὰ ταχυδρομεῖα Θεσσαλονίκης. Ἡ αὐθαίρετος αὕτη ἀπόπειρα ἀπεσοβήθη χάρις εἰς τὴν ἀγρυπνίαν τοῦ πράκτορος τῆς ἀτμοπλοΐας Ζήνων καὶ τὴν ἐπέμβασιν τοῦ διευθυντοῦ τοῦ ρωσικοῦ ταχυδρομείου. xyxy=(1295,299,1550,359)
book-row xyxy=(786,588,1011,600)
book-cell: Λεξικ. Γαλλικόν, Δασκαλάκη xyxy=(788,577,922,588)
book-cell: Ἰατροδιδακτικὴ Γεωργικὴ xyxy=(788,673,907,684)
pyrpolisis-heading: ΠΥΡΠΟΛΗΣΙΣ ΤΟΥΡΚΙΚΩΝ ΤΣΙΦΛΙΚΙΩΝ xyxy=(1322,456,1523,487)
meetings-heading: ΣΥΛΛΟΓΟΙ xyxy=(136,430,192,442)
syllipsis-text: ΜΟΝΑΣΤΗΡΙΟΝ 1 Νοεμβρίου. (Τηλεγράφημα τοῦ «Σκρίπ»). Ἑπτὰ Ἕλληνες τῆς Μακεδονίας συνελήφθησαν ὑπὸ τῶν τουρκικῶν ἀρχῶν κατηγορούμενοι ὡς συνεργάται τῶν ἑλληνικῶν σωμάτων. xyxy=(1030,518,1285,579)
book-cell: Θρησκευτικὰ Κατηχήσεις xyxy=(788,625,905,636)
book-row xyxy=(786,576,1011,588)
rail-cell xyxy=(924,408,971,420)
rail-row xyxy=(780,324,1017,336)
rail-cell: Λεβάδεια xyxy=(782,384,825,395)
column-rule xyxy=(284,155,285,2185)
book-cell: Δαντεσκλήν, Κουτσάκη xyxy=(788,589,896,600)
rail-row xyxy=(780,480,1017,492)
mikra-nea-heading: ΜΙΚΡΑ ΝΕΑ xyxy=(290,332,520,368)
last-hour-heading: ΤΕΛΕΥΤΑΙΑ ΩΡΑ xyxy=(1030,159,1550,208)
